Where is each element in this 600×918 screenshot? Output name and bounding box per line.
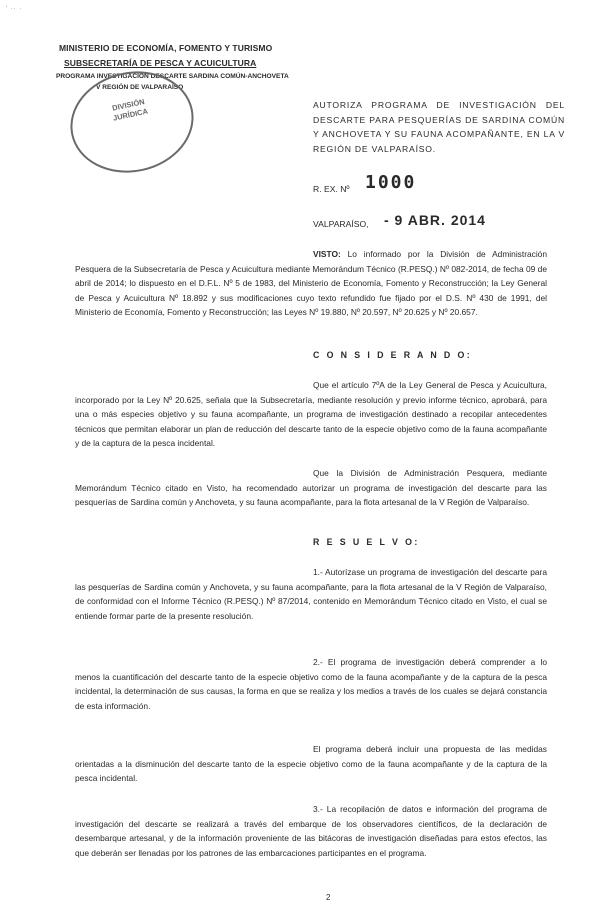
subsecretaria-name: SUBSECRETARÍA DE PESCA Y ACUICULTURA xyxy=(64,58,257,68)
resolution-title: AUTORIZA PROGRAMA DE INVESTIGACIÓN DEL DESCARTE PARA PESQUERÍAS DE SARDINA COMÚN Y ANCHOVETA Y SU FAUNA ACOMPAÑANTE, EN LA V REGIÓN DE VALPARAÍSO. xyxy=(313,100,565,154)
considerando-paragraph-1: Que el artículo 7ºA de la Ley General de Pesca y Acuicultura, incorporado por la Ley Nº 20.625, señala que la Subsecretaría, mediante resolución y previo informe técnico, aprobará, para una o más especies objetivo y su fauna acompañante, un programa de investigación destinado a recopilar antecedentes técnicos que permitan elaborar un plan de reducción del descarte tanto de la especie objetivo como de la fauna acompañante y de la captura de la pesca incidental. xyxy=(75,380,547,449)
visto-label: VISTO: xyxy=(313,249,341,259)
resolution-label: R. EX. Nº xyxy=(313,184,350,194)
resuelvo-paragraph-1: 1.- Autorízase un programa de investigación del descarte para las pesquerías de Sardina común y Anchoveta, y su fauna acompañante, para la flota artesanal de la V Región de Valparaíso, de conformidad con el Informe Técnico (R.PESQ.) Nº 87/2014, contenido en Memorándum Técnico citado en Visto, el cual se entiende formar parte de la presente resolución. xyxy=(75,567,547,621)
resuelvo-paragraph-2: 2.- El programa de investigación deberá comprender a lo menos la cuantificación del descarte tanto de la especie objetivo como de la fauna acompañante y de la captura de la pesca incidental, la determinación de sus causas, la forma en que se realiza y los medios a través de los cuales se dejará constancia de esta información. xyxy=(75,657,547,711)
resolution-date: - 9 ABR. 2014 xyxy=(384,212,486,228)
resolution-number: 1000 xyxy=(365,172,417,193)
programa-name: PROGRAMA INVESTIGACIÓN DESCARTE SARDINA COMÚN-ANCHOVETA xyxy=(56,73,289,80)
stamp-text: DIVISIÓN JURÍDICA xyxy=(111,97,149,123)
considerando-paragraph-2: Que la División de Administración Pesquera, mediante Memorándum Técnico citado en Visto, ha recomendado autorizar un programa de investigación del descarte para las pesquerías de Sardina común y Anchoveta, y su fauna acompañante, para la flota artesanal de la V Región de Valparaíso. xyxy=(75,468,547,508)
considerando-heading: C O N S I D E R A N D O: xyxy=(313,350,473,360)
ministry-name: MINISTERIO DE ECONOMÍA, FOMENTO Y TURISMO xyxy=(59,43,273,53)
resuelvo-paragraph-4: 3.- La recopilación de datos e información del programa de investigación del descarte se realizará a través del embarque de los observadores científicos, de la declaración de desembarque artesanal, y de la información proveniente de las bitácoras de investigación diseñadas para estos efectos, las que deberán ser llenadas por los patrones de las embarcaciones participantes en el programa. xyxy=(75,804,547,858)
visto-text: Lo informado por la División de Administración Pesquera de la Subsecretaría de Pesca y Acuicultura mediante Memorándum Técnico (R.PESQ.) Nº 082-2014, de fecha 09 de abril de 2014; lo dispuesto en el D.F.L. Nº 5 de 1983, del Ministerio de Economía, Fomento y Reconstrucción; la Ley General de Pesca y Acuicultura Nº 18.892 y sus modificaciones cuyo texto refundido fue fijado por el D.S. Nº 430 de 1991, del Ministerio de Economía, Fomento y Reconstrucción; las Leyes Nº 19.880, Nº 20.597, Nº 20.625 y Nº 20.657. xyxy=(75,249,547,318)
visto-paragraph xyxy=(75,247,547,320)
page-number: 2 xyxy=(326,893,331,902)
resuelvo-heading: R E S U E L V O: xyxy=(313,537,420,547)
resuelvo-paragraph-3: El programa deberá incluir una propuesta de las medidas orientadas a la disminución del descarte tanto de la especie objetivo como de la fauna acompañante y de la captura de la pesca incidental. xyxy=(75,744,547,784)
scan-corner-mark: ' ·· · xyxy=(6,6,23,12)
resolution-place: VALPARAÍSO, xyxy=(313,219,369,229)
region-name: V REGIÓN DE VALPARAÍSO xyxy=(96,84,184,91)
